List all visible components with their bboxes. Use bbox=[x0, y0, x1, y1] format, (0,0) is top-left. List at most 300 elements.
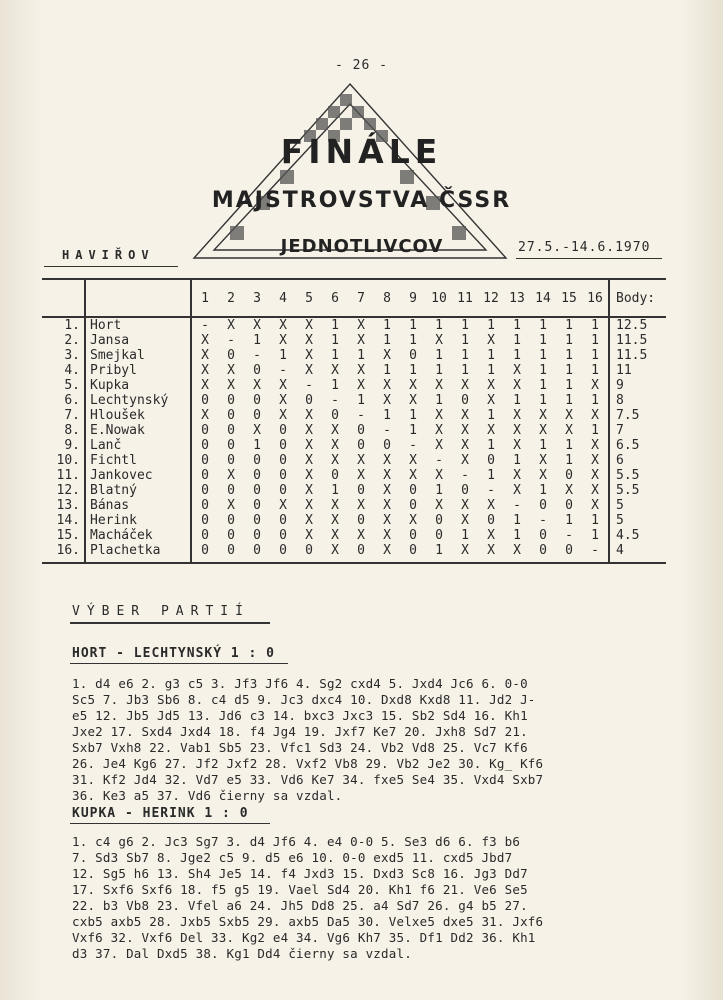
player-number: 14. bbox=[42, 513, 85, 528]
player-points: 12.5 bbox=[609, 317, 666, 333]
result-cell: 1 bbox=[591, 423, 599, 438]
table-row bbox=[42, 393, 666, 408]
bottom-cell bbox=[244, 558, 270, 563]
bottom-cell bbox=[218, 558, 244, 563]
result-cell: - bbox=[435, 453, 443, 468]
result-cell: 0 bbox=[201, 468, 209, 483]
result-cell: 0 bbox=[253, 363, 261, 378]
player-name: Blatný bbox=[85, 483, 191, 498]
result-cell: 0 bbox=[565, 543, 573, 558]
result-cell: 1 bbox=[357, 348, 365, 363]
result-cell: X bbox=[487, 393, 495, 408]
player-number: 15. bbox=[42, 528, 85, 543]
result-cell: X bbox=[539, 468, 547, 483]
result-cell: X bbox=[487, 528, 495, 543]
column-header: 8 bbox=[374, 279, 400, 317]
result-cell: X bbox=[331, 513, 339, 528]
result-cell: X bbox=[487, 333, 495, 348]
result-cell: X bbox=[487, 543, 495, 558]
result-cell: X bbox=[383, 528, 391, 543]
player-name: Pribyl bbox=[85, 363, 191, 378]
result-cell: X bbox=[435, 438, 443, 453]
subtitle: MAJSTROVSTVA ČSSR bbox=[211, 188, 512, 213]
result-cell: 0 bbox=[279, 423, 287, 438]
move-line: 12. Sg5 h6 13. Sh4 Je5 14. f4 Jxd3 15. Dxd3 Sc8 16. Jg3 Dd7 bbox=[72, 866, 528, 881]
result-cell: 0 bbox=[409, 528, 417, 543]
result-cell: 1 bbox=[435, 318, 443, 333]
player-name: Smejkal bbox=[85, 348, 191, 363]
column-header: 13 bbox=[504, 279, 530, 317]
move-line: 17. Sxf6 Sxf6 18. f5 g5 19. Vael Sd4 20. Kh1 f6 21. Ve6 Se5 bbox=[72, 882, 528, 897]
result-cell: 1 bbox=[591, 348, 599, 363]
result-cell: X bbox=[591, 483, 599, 498]
move-line: 31. Kf2 Jd4 32. Vd7 e5 33. Vd6 Ke7 34. fxe5 Se4 35. Vxd4 Sxb7 bbox=[72, 772, 544, 787]
result-cell: - bbox=[331, 393, 339, 408]
result-cell: X bbox=[383, 543, 391, 558]
bottom-cell bbox=[582, 558, 609, 563]
player-points: 5 bbox=[609, 498, 666, 513]
result-cell: 1 bbox=[331, 348, 339, 363]
bottom-cell bbox=[400, 558, 426, 563]
section-title: VÝBER PARTIÍ bbox=[72, 604, 250, 619]
table-row bbox=[42, 513, 666, 528]
result-cell: 0 bbox=[253, 453, 261, 468]
result-cell: X bbox=[227, 318, 235, 333]
result-cell: 1 bbox=[591, 318, 599, 333]
result-cell: 0 bbox=[201, 513, 209, 528]
player-number: 1. bbox=[42, 317, 85, 333]
result-cell: 0 bbox=[201, 543, 209, 558]
result-cell: 1 bbox=[513, 528, 521, 543]
result-cell: X bbox=[383, 483, 391, 498]
result-cell: 1 bbox=[409, 318, 417, 333]
player-name: Hort bbox=[85, 317, 191, 333]
result-cell: X bbox=[357, 363, 365, 378]
result-cell: X bbox=[331, 543, 339, 558]
result-cell: 0 bbox=[227, 423, 235, 438]
player-points: 7.5 bbox=[609, 408, 666, 423]
result-cell: 0 bbox=[539, 543, 547, 558]
result-cell: 1 bbox=[591, 333, 599, 348]
result-cell: X bbox=[227, 363, 235, 378]
bottom-cell bbox=[504, 558, 530, 563]
result-cell: 1 bbox=[331, 333, 339, 348]
result-cell: 1 bbox=[539, 348, 547, 363]
player-number: 13. bbox=[42, 498, 85, 513]
result-cell: 0 bbox=[357, 543, 365, 558]
result-cell: 0 bbox=[201, 453, 209, 468]
result-cell: X bbox=[461, 408, 469, 423]
result-cell: X bbox=[513, 363, 521, 378]
points-header: Body: bbox=[609, 279, 666, 317]
city: HAVIŘOV bbox=[62, 248, 155, 262]
move-line: Sxb7 Vxh8 22. Vab1 Sb5 23. Vfc1 Sd3 24. Vb2 Vd8 25. Vc7 Kf6 bbox=[72, 740, 528, 755]
result-cell: - bbox=[383, 423, 391, 438]
result-cell: X bbox=[253, 423, 261, 438]
move-line: d3 37. Dal Dxd5 38. Kg1 Dd4 čierny sa vzdal. bbox=[72, 946, 412, 961]
player-name: Jankovec bbox=[85, 468, 191, 483]
result-cell: 1 bbox=[253, 333, 261, 348]
result-cell: 0 bbox=[201, 423, 209, 438]
result-cell: X bbox=[383, 498, 391, 513]
result-cell: X bbox=[227, 378, 235, 393]
result-cell: 1 bbox=[487, 348, 495, 363]
result-cell: X bbox=[461, 513, 469, 528]
result-cell: X bbox=[305, 363, 313, 378]
player-number: 5. bbox=[42, 378, 85, 393]
bottom-cell bbox=[452, 558, 478, 563]
result-cell: X bbox=[331, 438, 339, 453]
player-name: Plachetka bbox=[85, 543, 191, 558]
player-name: Fichtl bbox=[85, 453, 191, 468]
result-cell: 1 bbox=[383, 318, 391, 333]
result-cell: 0 bbox=[331, 408, 339, 423]
result-cell: - bbox=[279, 363, 287, 378]
column-header: 12 bbox=[478, 279, 504, 317]
result-cell: X bbox=[357, 498, 365, 513]
page-number: - 26 - bbox=[335, 58, 388, 73]
result-cell: X bbox=[253, 318, 261, 333]
move-line: 26. Je4 Kg6 27. Jf2 Jxf2 28. Vxf2 Vb8 29. Vb2 Je2 30. Kg_ Kf6 bbox=[72, 756, 544, 771]
table-row bbox=[42, 378, 666, 393]
player-number: 11. bbox=[42, 468, 85, 483]
table-row bbox=[42, 408, 666, 423]
result-cell: 0 bbox=[279, 513, 287, 528]
player-name: Kupka bbox=[85, 378, 191, 393]
player-number: 10. bbox=[42, 453, 85, 468]
result-cell: X bbox=[591, 453, 599, 468]
result-cell: X bbox=[409, 468, 417, 483]
result-cell: 1 bbox=[487, 438, 495, 453]
result-cell: 0 bbox=[409, 483, 417, 498]
result-cell: 1 bbox=[539, 438, 547, 453]
result-cell: 1 bbox=[487, 408, 495, 423]
result-cell: 0 bbox=[357, 483, 365, 498]
result-cell: X bbox=[305, 453, 313, 468]
result-cell: 1 bbox=[487, 468, 495, 483]
player-name: E.Nowak bbox=[85, 423, 191, 438]
result-cell: 0 bbox=[409, 348, 417, 363]
player-number: 4. bbox=[42, 363, 85, 378]
result-cell: X bbox=[305, 423, 313, 438]
result-cell: 0 bbox=[201, 498, 209, 513]
column-header: 2 bbox=[218, 279, 244, 317]
table-row bbox=[42, 468, 666, 483]
result-cell: 0 bbox=[565, 498, 573, 513]
result-cell: 1 bbox=[435, 348, 443, 363]
result-cell: 1 bbox=[591, 513, 599, 528]
move-line: 36. Ke3 a5 37. Vd6 čierny sa vzdal. bbox=[72, 788, 343, 803]
move-line: 22. b3 Vb8 23. Vfel a6 24. Jh5 Dd8 25. a4 Sd7 26. g4 b5 27. bbox=[72, 898, 528, 913]
game-title-underline bbox=[70, 663, 288, 664]
move-line: Jxe2 17. Sxd4 Jxd4 18. f4 Jg4 19. Jxf7 Ke7 20. Jxh8 Sd7 21. bbox=[72, 724, 528, 739]
result-cell: X bbox=[305, 348, 313, 363]
result-cell: X bbox=[201, 408, 209, 423]
result-cell: X bbox=[513, 438, 521, 453]
result-cell: X bbox=[227, 468, 235, 483]
result-cell: 0 bbox=[409, 498, 417, 513]
result-cell: 1 bbox=[383, 333, 391, 348]
result-cell: X bbox=[279, 333, 287, 348]
result-cell: 1 bbox=[409, 408, 417, 423]
player-name: Hloušek bbox=[85, 408, 191, 423]
result-cell: 0 bbox=[279, 438, 287, 453]
result-cell: 1 bbox=[539, 333, 547, 348]
player-name: Lechtynský bbox=[85, 393, 191, 408]
game-moves bbox=[72, 834, 672, 962]
result-cell: 1 bbox=[435, 363, 443, 378]
result-cell: 1 bbox=[565, 453, 573, 468]
result-cell: X bbox=[383, 378, 391, 393]
result-cell: 0 bbox=[227, 408, 235, 423]
result-cell: 0 bbox=[305, 393, 313, 408]
result-cell: 0 bbox=[227, 528, 235, 543]
table-row bbox=[42, 498, 666, 513]
result-cell: 1 bbox=[539, 318, 547, 333]
subtitle-2: JEDNOTLIVCOV bbox=[280, 236, 444, 257]
bottom-cell bbox=[530, 558, 556, 563]
column-header: 3 bbox=[244, 279, 270, 317]
result-cell: - bbox=[201, 318, 209, 333]
result-cell: 1 bbox=[461, 333, 469, 348]
player-number: 3. bbox=[42, 348, 85, 363]
result-cell: X bbox=[513, 423, 521, 438]
result-cell: 0 bbox=[305, 543, 313, 558]
result-cell: X bbox=[383, 393, 391, 408]
result-cell: 1 bbox=[539, 363, 547, 378]
result-cell: X bbox=[513, 378, 521, 393]
result-cell: 1 bbox=[461, 528, 469, 543]
result-cell: X bbox=[539, 453, 547, 468]
result-cell: 0 bbox=[383, 438, 391, 453]
result-cell: 0 bbox=[253, 543, 261, 558]
result-cell: 1 bbox=[331, 318, 339, 333]
result-cell: X bbox=[305, 408, 313, 423]
result-cell: X bbox=[357, 453, 365, 468]
result-cell: 0 bbox=[201, 393, 209, 408]
player-number: 2. bbox=[42, 333, 85, 348]
bottom-cell bbox=[348, 558, 374, 563]
column-header: 11 bbox=[452, 279, 478, 317]
result-cell: X bbox=[305, 513, 313, 528]
dates: 27.5.-14.6.1970 bbox=[518, 240, 651, 255]
bottom-cell bbox=[426, 558, 452, 563]
result-cell: 1 bbox=[487, 363, 495, 378]
column-header: 16 bbox=[582, 279, 609, 317]
result-cell: X bbox=[461, 543, 469, 558]
result-cell: X bbox=[305, 333, 313, 348]
result-cell: - bbox=[357, 408, 365, 423]
column-header: 1 bbox=[191, 279, 218, 317]
bottom-cell bbox=[296, 558, 322, 563]
player-number: 16. bbox=[42, 543, 85, 558]
bottom-cell bbox=[270, 558, 296, 563]
move-line: Vxf6 32. Vxf6 Del 33. Kg2 e4 34. Vg6 Kh7 35. Df1 Dd2 36. Kh1 bbox=[72, 930, 536, 945]
player-number: 7. bbox=[42, 408, 85, 423]
result-cell: X bbox=[253, 378, 261, 393]
column-header: 9 bbox=[400, 279, 426, 317]
result-cell: 1 bbox=[513, 348, 521, 363]
result-cell: X bbox=[383, 468, 391, 483]
player-points: 4.5 bbox=[609, 528, 666, 543]
result-cell: 0 bbox=[279, 453, 287, 468]
result-cell: 0 bbox=[253, 408, 261, 423]
result-cell: X bbox=[487, 423, 495, 438]
result-cell: 1 bbox=[253, 438, 261, 453]
result-cell: X bbox=[279, 318, 287, 333]
result-cell: X bbox=[331, 528, 339, 543]
result-cell: X bbox=[461, 453, 469, 468]
table-row bbox=[42, 423, 666, 438]
result-cell: X bbox=[383, 513, 391, 528]
game-title: KUPKA - HERINK 1 : 0 bbox=[72, 806, 249, 821]
column-header: 10 bbox=[426, 279, 452, 317]
player-points: 6.5 bbox=[609, 438, 666, 453]
result-cell: - bbox=[591, 543, 599, 558]
result-cell: 1 bbox=[461, 318, 469, 333]
result-cell: 1 bbox=[513, 393, 521, 408]
result-cell: X bbox=[305, 468, 313, 483]
result-cell: 1 bbox=[461, 348, 469, 363]
result-cell: X bbox=[279, 393, 287, 408]
result-cell: 0 bbox=[279, 543, 287, 558]
header-corner-cell bbox=[42, 279, 85, 317]
player-points: 5.5 bbox=[609, 483, 666, 498]
game-moves bbox=[72, 676, 672, 804]
result-cell: X bbox=[383, 453, 391, 468]
result-cell: 0 bbox=[253, 498, 261, 513]
bottom-cell bbox=[374, 558, 400, 563]
result-cell: X bbox=[357, 468, 365, 483]
result-cell: X bbox=[539, 423, 547, 438]
table-row bbox=[42, 543, 666, 558]
result-cell: X bbox=[279, 498, 287, 513]
result-cell: 0 bbox=[435, 513, 443, 528]
result-cell: 1 bbox=[539, 393, 547, 408]
player-points: 11.5 bbox=[609, 333, 666, 348]
result-cell: X bbox=[591, 468, 599, 483]
result-cell: X bbox=[331, 423, 339, 438]
result-cell: - bbox=[487, 483, 495, 498]
result-cell: 0 bbox=[487, 513, 495, 528]
result-cell: 1 bbox=[565, 333, 573, 348]
result-cell: 1 bbox=[409, 363, 417, 378]
result-cell: X bbox=[201, 333, 209, 348]
title: FINÁLE bbox=[280, 132, 443, 171]
result-cell: - bbox=[539, 513, 547, 528]
result-cell: 0 bbox=[201, 528, 209, 543]
result-cell: X bbox=[539, 408, 547, 423]
result-cell: X bbox=[357, 528, 365, 543]
bottom-cell bbox=[609, 558, 666, 563]
result-cell: 0 bbox=[409, 543, 417, 558]
result-cell: 0 bbox=[357, 423, 365, 438]
game-title-underline bbox=[70, 823, 270, 824]
result-cell: - bbox=[305, 378, 313, 393]
column-header: 6 bbox=[322, 279, 348, 317]
table-row bbox=[42, 483, 666, 498]
result-cell: 0 bbox=[331, 468, 339, 483]
result-cell: 0 bbox=[201, 438, 209, 453]
result-cell: X bbox=[357, 318, 365, 333]
table-row bbox=[42, 333, 666, 348]
result-cell: 0 bbox=[539, 528, 547, 543]
player-number: 8. bbox=[42, 423, 85, 438]
column-header: 15 bbox=[556, 279, 582, 317]
result-cell: X bbox=[435, 468, 443, 483]
result-cell: X bbox=[435, 378, 443, 393]
result-cell: 1 bbox=[461, 363, 469, 378]
result-cell: - bbox=[253, 348, 261, 363]
result-cell: 0 bbox=[227, 453, 235, 468]
result-cell: 1 bbox=[513, 333, 521, 348]
move-line: Sc5 7. Jb3 Sb6 8. c4 d5 9. Jc3 dxc4 10. Dxd8 Kxd8 11. Jd2 J- bbox=[72, 692, 536, 707]
result-cell: 1 bbox=[279, 348, 287, 363]
result-cell: 1 bbox=[409, 423, 417, 438]
result-cell: 1 bbox=[565, 318, 573, 333]
result-cell: X bbox=[591, 408, 599, 423]
result-cell: 0 bbox=[253, 483, 261, 498]
result-cell: X bbox=[461, 378, 469, 393]
result-cell: X bbox=[331, 363, 339, 378]
result-cell: 0 bbox=[227, 543, 235, 558]
result-cell: 0 bbox=[227, 393, 235, 408]
result-cell: X bbox=[305, 528, 313, 543]
result-cell: X bbox=[409, 513, 417, 528]
result-cell: 1 bbox=[565, 378, 573, 393]
result-cell: X bbox=[279, 378, 287, 393]
move-line: 1. c4 g6 2. Jc3 Sg7 3. d4 Jf6 4. e4 0-0 5. Se3 d6 6. f3 b6 bbox=[72, 834, 521, 849]
result-cell: 0 bbox=[539, 498, 547, 513]
result-cell: X bbox=[305, 438, 313, 453]
result-cell: X bbox=[357, 333, 365, 348]
bottom-cell bbox=[322, 558, 348, 563]
player-points: 4 bbox=[609, 543, 666, 558]
result-cell: 1 bbox=[539, 483, 547, 498]
player-points: 5.5 bbox=[609, 468, 666, 483]
player-name: Herink bbox=[85, 513, 191, 528]
result-cell: 0 bbox=[461, 393, 469, 408]
result-cell: 1 bbox=[539, 378, 547, 393]
result-cell: 0 bbox=[461, 483, 469, 498]
result-cell: X bbox=[435, 498, 443, 513]
column-header: 14 bbox=[530, 279, 556, 317]
player-points: 6 bbox=[609, 453, 666, 468]
result-cell: - bbox=[513, 498, 521, 513]
player-name: Bánas bbox=[85, 498, 191, 513]
player-points: 11 bbox=[609, 363, 666, 378]
result-cell: 1 bbox=[513, 453, 521, 468]
table-row bbox=[42, 363, 666, 378]
result-cell: X bbox=[305, 318, 313, 333]
result-cell: X bbox=[201, 348, 209, 363]
result-cell: X bbox=[409, 453, 417, 468]
result-cell: 0 bbox=[565, 468, 573, 483]
result-cell: 1 bbox=[565, 393, 573, 408]
result-cell: 0 bbox=[253, 513, 261, 528]
player-points: 5 bbox=[609, 513, 666, 528]
table-row bbox=[42, 453, 666, 468]
player-points: 11.5 bbox=[609, 348, 666, 363]
player-name: Lanč bbox=[85, 438, 191, 453]
result-cell: X bbox=[591, 378, 599, 393]
result-cell: X bbox=[435, 408, 443, 423]
result-cell: 1 bbox=[435, 393, 443, 408]
result-cell: X bbox=[565, 423, 573, 438]
result-cell: X bbox=[513, 468, 521, 483]
crosstable-bottom bbox=[42, 558, 666, 563]
player-points: 7 bbox=[609, 423, 666, 438]
